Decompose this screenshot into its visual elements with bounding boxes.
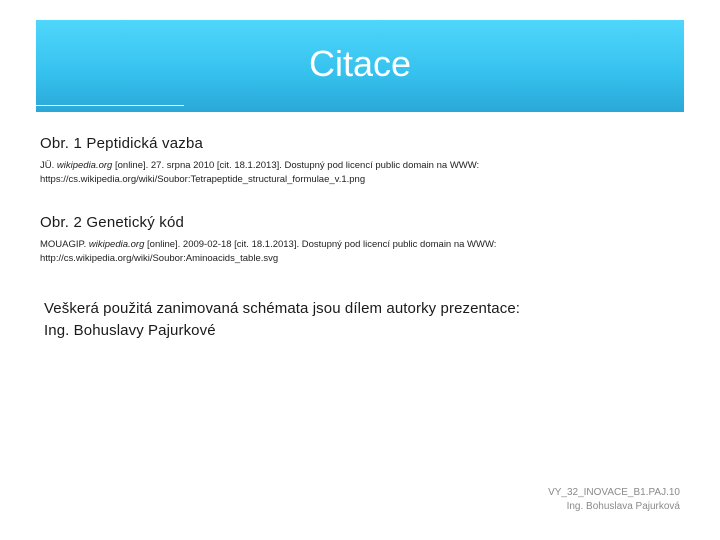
citation-author: JÜ. xyxy=(40,160,55,171)
authorship-note xyxy=(44,298,520,342)
citation-url: http://cs.wikipedia.org/wiki/Soubor:Aminoacids_table.svg xyxy=(40,253,279,264)
citation-reference xyxy=(40,159,479,187)
slide-title: Citace xyxy=(308,43,412,84)
citation-1 xyxy=(40,135,479,187)
slide-footer xyxy=(548,486,680,514)
citation-details: [online]. 27. srpna 2010 [cit. 18.1.2013]. Dostupný pod licencí public domain na WWW: xyxy=(114,160,480,171)
footer-code: VY_32_INOVACE_B1.PAJ.10 xyxy=(548,487,680,498)
title-underline xyxy=(36,105,184,106)
citation-author: MOUAGIP. xyxy=(40,239,87,250)
citation-heading: Obr. 2 Genetický kód xyxy=(40,214,185,231)
note-line-1: Veškerá použitá zanimovaná schémata jsou dílem autorky prezentace: xyxy=(44,300,521,317)
citation-source: wikipedia.org xyxy=(56,160,113,171)
citation-reference xyxy=(40,238,496,266)
note-line-2: Ing. Bohuslavy Pajurkové xyxy=(44,322,216,339)
citation-details: [online]. 2009-02-18 [cit. 18.1.2013]. Dostupný pod licencí public domain na WWW: xyxy=(147,239,497,250)
citation-2 xyxy=(40,214,496,266)
footer-author: Ing. Bohuslava Pajurková xyxy=(566,501,680,512)
citation-source: wikipedia.org xyxy=(88,239,145,250)
citation-url: https://cs.wikipedia.org/wiki/Soubor:Tetrapeptide_structural_formulae_v.1.png xyxy=(40,174,366,185)
citation-heading: Obr. 1 Peptidická vazba xyxy=(40,135,204,152)
title-banner xyxy=(36,20,684,112)
